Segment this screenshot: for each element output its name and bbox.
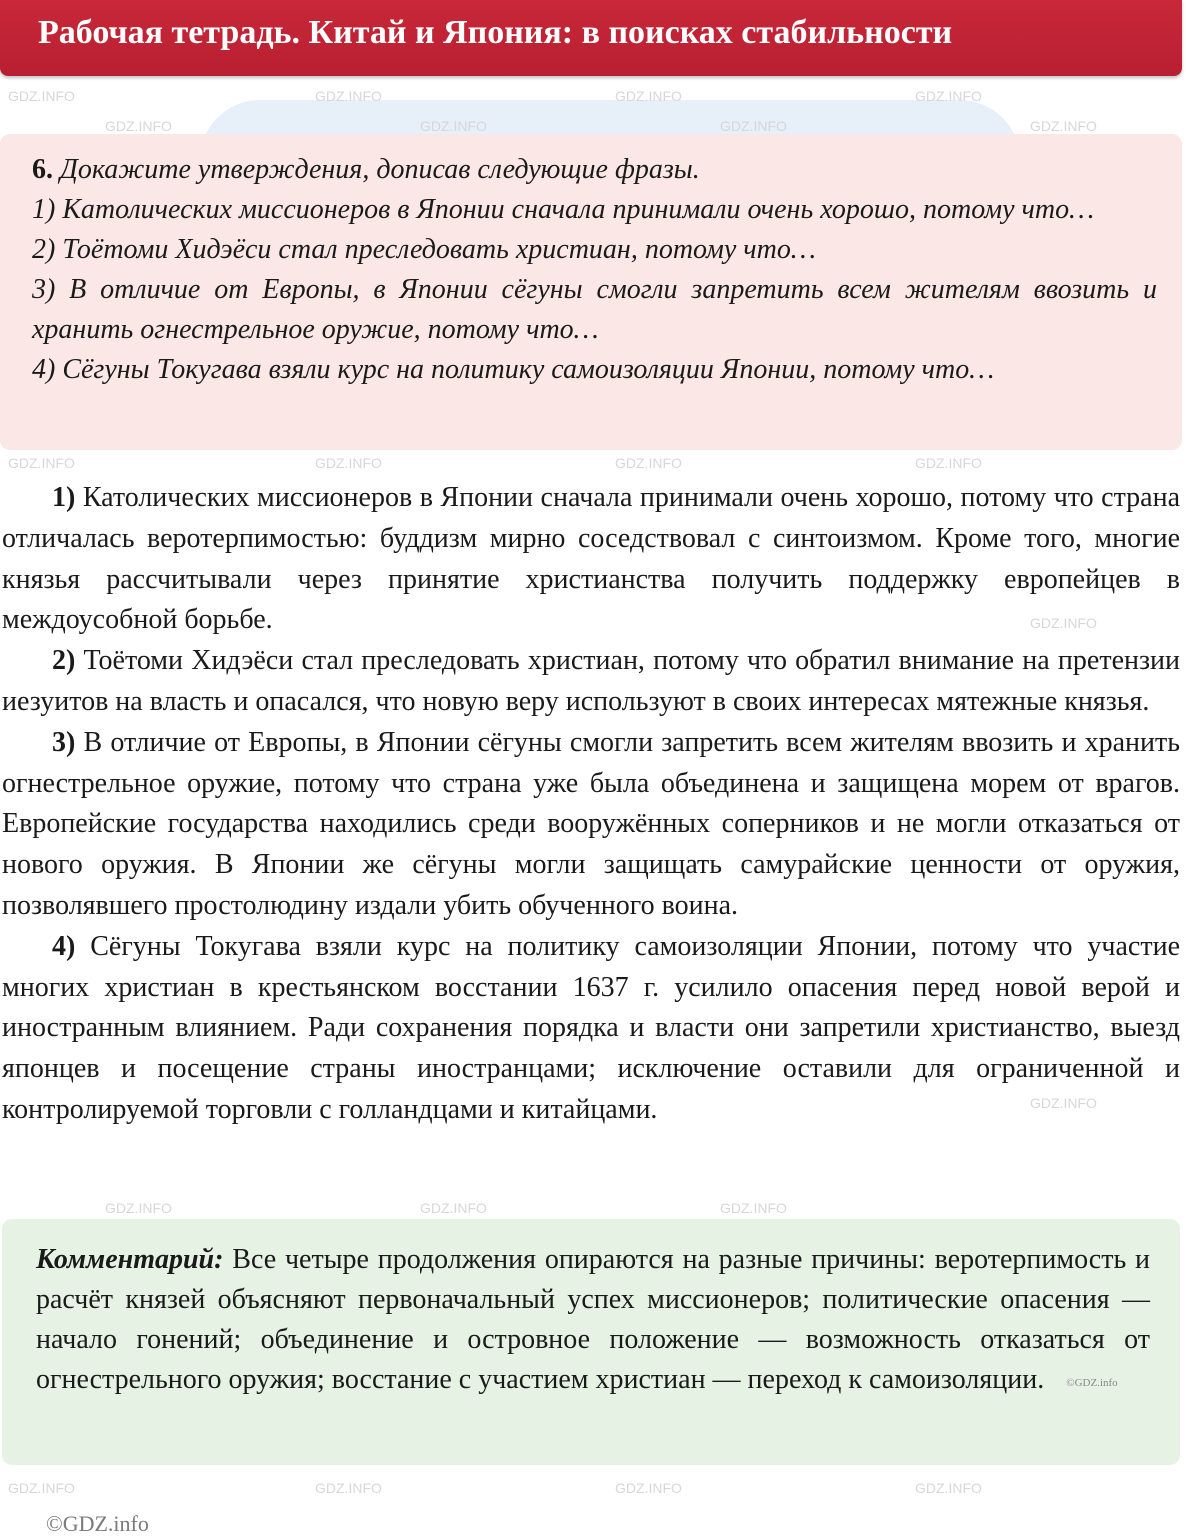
task-prompt-text: Докажите утверждения, дописав следующие фразы. bbox=[60, 154, 700, 185]
comment-paragraph bbox=[36, 1240, 1150, 1403]
watermark-text: GDZ.INFO bbox=[1030, 615, 1097, 631]
answer-paragraph bbox=[2, 927, 1180, 1131]
watermark-text: GDZ.INFO bbox=[615, 88, 682, 104]
watermark-text: GDZ.INFO bbox=[720, 118, 787, 134]
task-item: 1) Католических миссионеров в Японии сначала принимали очень хорошо, потому что… bbox=[32, 194, 1094, 225]
comment-copyright: ©GDZ.info bbox=[1066, 1377, 1118, 1389]
comment-body: Все четыре продолжения опираются на разные причины: веротерпимость и расчёт князей объясняют первоначальный успех миссионеров; политические опасения — начало гонений; объединение и островное положение — возможность отказаться от огнестрельного оружия; восстание с участием христиан — переход к самоизоляции. bbox=[36, 1244, 1150, 1395]
watermark-text: GDZ.INFO bbox=[1030, 118, 1097, 134]
watermark-text: GDZ.INFO bbox=[915, 1480, 982, 1496]
answers-section bbox=[2, 478, 1180, 1131]
watermark-text: GDZ.INFO bbox=[915, 455, 982, 471]
task-text bbox=[32, 150, 1157, 390]
watermark-text: GDZ.INFO bbox=[720, 1200, 787, 1216]
watermark-text: GDZ.INFO bbox=[8, 1480, 75, 1496]
watermark-text: GDZ.INFO bbox=[105, 1200, 172, 1216]
answer-paragraph bbox=[2, 641, 1180, 723]
watermark-text: GDZ.INFO bbox=[105, 118, 172, 134]
watermark-text: GDZ.INFO bbox=[915, 88, 982, 104]
watermark-text: GDZ.INFO bbox=[315, 455, 382, 471]
footer-copyright: ©GDZ.info bbox=[46, 1511, 149, 1536]
watermark-text: GDZ.INFO bbox=[8, 455, 75, 471]
watermark-text: GDZ.INFO bbox=[315, 1480, 382, 1496]
task-prompt bbox=[32, 150, 1157, 190]
watermark-text: GDZ.INFO bbox=[1030, 1095, 1097, 1111]
answer-number: 1) bbox=[52, 482, 76, 513]
watermark-text: GDZ.INFO bbox=[615, 455, 682, 471]
watermark-text: GDZ.INFO bbox=[315, 88, 382, 104]
comment-label: Комментарий: bbox=[36, 1244, 224, 1275]
answer-text: Католических миссионеров в Японии сначала принимали очень хорошо, потому что страна отличалась веротерпимостью: буддизм мирно соседствовал с синтоизмом. Кроме того, многие князья рассчитывали через принятие христианства получить поддержку европейцев в междоусобной борьбе. bbox=[2, 482, 1180, 636]
task-item: 3) В отличие от Европы, в Японии сёгуны смогли запретить всем жителям ввозить и хранить огнестрельное оружие, потому что… bbox=[32, 274, 1157, 345]
answer-number: 4) bbox=[52, 930, 76, 962]
answer-number: 2) bbox=[52, 645, 76, 677]
comment-text bbox=[36, 1240, 1150, 1403]
task-item: 2) Тоётоми Хидэёси стал преследовать христиан, потому что… bbox=[32, 234, 816, 265]
answer-number: 3) bbox=[52, 726, 76, 758]
watermark-text: GDZ.INFO bbox=[615, 1480, 682, 1496]
answer-text: Тоётоми Хидэёси стал преследовать христиан, потому что обратил внимание на претензии иезуитов на власть и опасался, что новую веру используют в своих интересах мятежные князья. bbox=[2, 645, 1181, 717]
watermark-text: GDZ.INFO bbox=[8, 88, 75, 104]
task-item: 4) Сёгуны Токугава взяли курс на политику самоизоляции Японии, потому что… bbox=[32, 354, 995, 385]
answer-text: В отличие от Европы, в Японии сёгуны смогли запретить всем жителям ввозить и хранить огнестрельное оружие, потому что страна уже была объединена и защищена морем от врагов. Европейские государства находились среди вооружённых соперников и не могли отказаться от нового оружия. В Японии же сёгуны могли защищать самурайские ценности от оружия, позволявшего простолюдину издали убить обученного воина. bbox=[2, 726, 1181, 921]
page-title: Рабочая тетрадь. Китай и Япония: в поисках стабильности bbox=[38, 14, 953, 51]
header-banner bbox=[0, 0, 1182, 76]
answer-paragraph bbox=[2, 478, 1180, 641]
answer-text: Сёгуны Токугава взяли курс на политику самоизоляции Японии, потому что участие многих христиан в крестьянском восстании 1637 г. усилило опасения перед новой верой и иностранным влиянием. Ради сохранения порядка и власти они запретили христианство, выезд японцев и посещение страны иностранцами; исключение оставили для ограниченной и контролируемой торговли с голландцами и китайцами. bbox=[2, 930, 1181, 1125]
answer-paragraph bbox=[2, 723, 1180, 927]
watermark-text: GDZ.INFO bbox=[420, 1200, 487, 1216]
task-number: 6. bbox=[32, 154, 53, 185]
watermark-text: GDZ.INFO bbox=[420, 118, 487, 134]
